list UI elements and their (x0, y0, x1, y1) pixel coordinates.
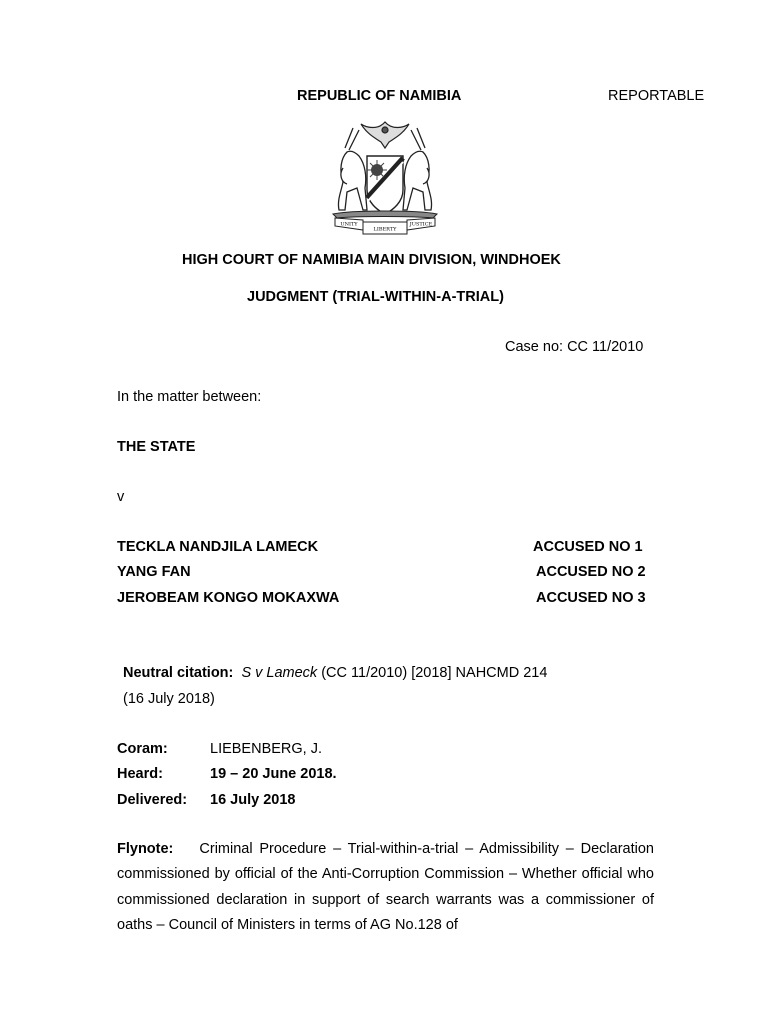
republic-heading: REPUBLIC OF NAMIBIA (297, 88, 462, 104)
delivered-label: Delivered: (117, 792, 188, 808)
reportable-label: REPORTABLE (608, 88, 705, 104)
heard-value: 19 – 20 June 2018. (210, 766, 337, 782)
flynote-paragraph (117, 837, 654, 938)
accused-name-1: TECKLA NANDJILA LAMECK (117, 539, 319, 555)
flynote-text: Criminal Procedure – Trial-within-a-trial – Admissibility – Declaration commissioned by official of the Anti-Corruption Commission – Whether official who commissioned declaration in support of search warrants was a commissioner of oaths – Council of Ministers in terms of AG No.128 of (117, 841, 654, 933)
flynote-label: Flynote: (117, 841, 174, 857)
accused-name-3: JEROBEAM KONGO MOKAXWA (117, 590, 340, 606)
accused-role-2: ACCUSED NO 2 (536, 564, 646, 580)
citation-case: S v Lameck (241, 665, 318, 681)
court-heading: HIGH COURT OF NAMIBIA MAIN DIVISION, WINDHOEK (182, 252, 561, 268)
matter-between: In the matter between: (117, 389, 262, 405)
motto-unity: UNITY (340, 221, 358, 228)
case-number: Case no: CC 11/2010 (505, 339, 644, 355)
coram-label: Coram: (117, 741, 168, 757)
coram-value: LIEBENBERG, J. (210, 741, 323, 757)
versus: v (117, 489, 125, 505)
delivered-value: 16 July 2018 (210, 792, 296, 808)
judgment-type: JUDGMENT (TRIAL-WITHIN-A-TRIAL) (247, 289, 504, 305)
citation-label: Neutral citation: (123, 665, 234, 681)
coat-of-arms-icon (323, 118, 447, 236)
accused-role-1: ACCUSED NO 1 (533, 539, 643, 555)
plaintiff-name: THE STATE (117, 439, 196, 455)
citation-date: (16 July 2018) (123, 691, 215, 707)
heard-label: Heard: (117, 766, 163, 782)
accused-role-3: ACCUSED NO 3 (536, 590, 646, 606)
accused-name-2: YANG FAN (117, 564, 191, 580)
neutral-citation (123, 665, 547, 681)
motto-justice: JUSTICE (409, 221, 433, 228)
citation-rest: (CC 11/2010) [2018] NAHCMD 214 (317, 665, 548, 681)
motto-liberty: LIBERTY (373, 226, 397, 233)
